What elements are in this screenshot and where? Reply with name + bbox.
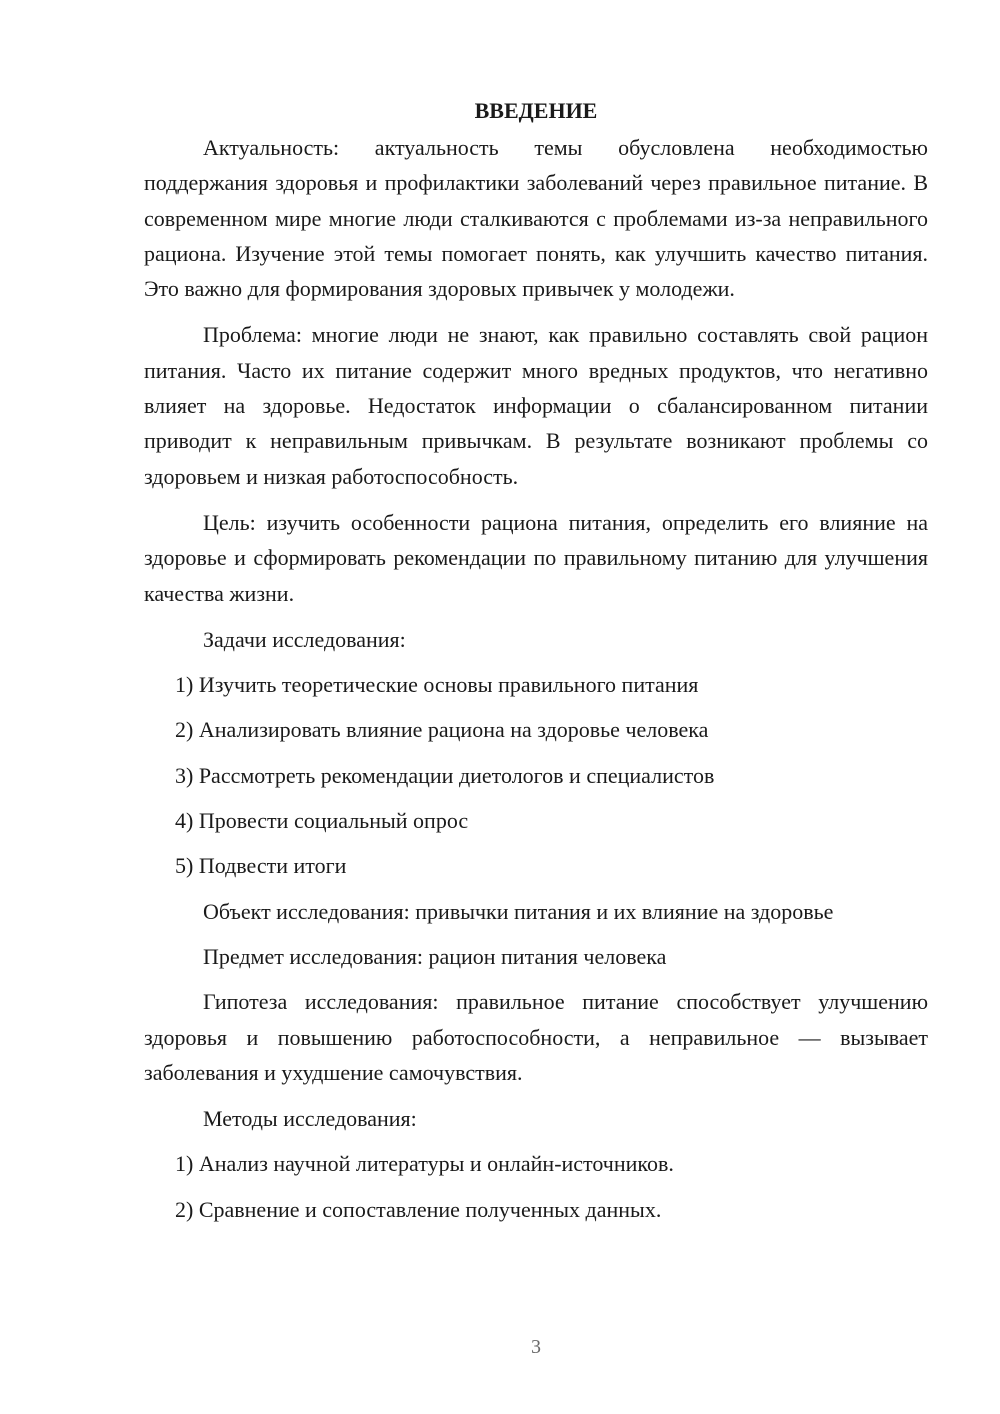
list-item: 2) Анализировать влияние рациона на здоровье человека — [175, 717, 709, 743]
object-line: Объект исследования: привычки питания и их влияние на здоровье — [203, 898, 834, 924]
methods-heading: Методы исследования: — [203, 1106, 417, 1132]
list-item: 2) Сравнение и сопоставление полученных данных. — [175, 1196, 662, 1222]
methods-list — [144, 1146, 928, 1227]
page-number: 3 — [531, 1336, 541, 1358]
relevance-paragraph: Актуальность: актуальность темы обусловлена необходимостью поддержания здоровья и профилактики заболеваний через правильное питание. В современном мире многие люди сталкиваются с проблемами из-за неправильного рациона. Изучение этой темы помогает понять, как улучшить качество питания. Это важно для формирования здоровых привычек у молодежи. — [144, 135, 928, 302]
list-item: 5) Подвести итоги — [175, 853, 347, 879]
tasks-heading: Задачи исследования: — [203, 626, 406, 652]
hypothesis-paragraph: Гипотеза исследования: правильное питание способствует улучшению здоровья и повышению работоспособности, а неправильное — вызывает заболевания и ухудшение самочувствия. — [144, 989, 928, 1085]
problem-paragraph: Проблема: многие люди не знают, как правильно составлять свой рацион питания. Часто их питание содержит много вредных продуктов, что негативно влияет на здоровье. Недостаток информации о сбалансированном питании приводит к неправильным привычкам. В результате возникают проблемы со здоровьем и низкая работоспособность. — [144, 322, 928, 489]
list-item: 3) Рассмотреть рекомендации диетологов и специалистов — [175, 762, 715, 788]
page-content — [144, 96, 928, 1237]
list-item: 4) Провести социальный опрос — [175, 808, 469, 834]
list-item: 1) Изучить теоретические основы правильного питания — [175, 672, 699, 698]
subject-line: Предмет исследования: рацион питания человека — [203, 943, 667, 969]
section-heading: ВВЕДЕНИЕ — [474, 98, 598, 123]
goal-paragraph: Цель: изучить особенности рациона питания, определить его влияние на здоровье и сформировать рекомендации по правильному питанию для улучшения качества жизни. — [144, 509, 928, 606]
list-item: 1) Анализ научной литературы и онлайн-источников. — [175, 1151, 674, 1177]
tasks-list — [144, 667, 928, 883]
